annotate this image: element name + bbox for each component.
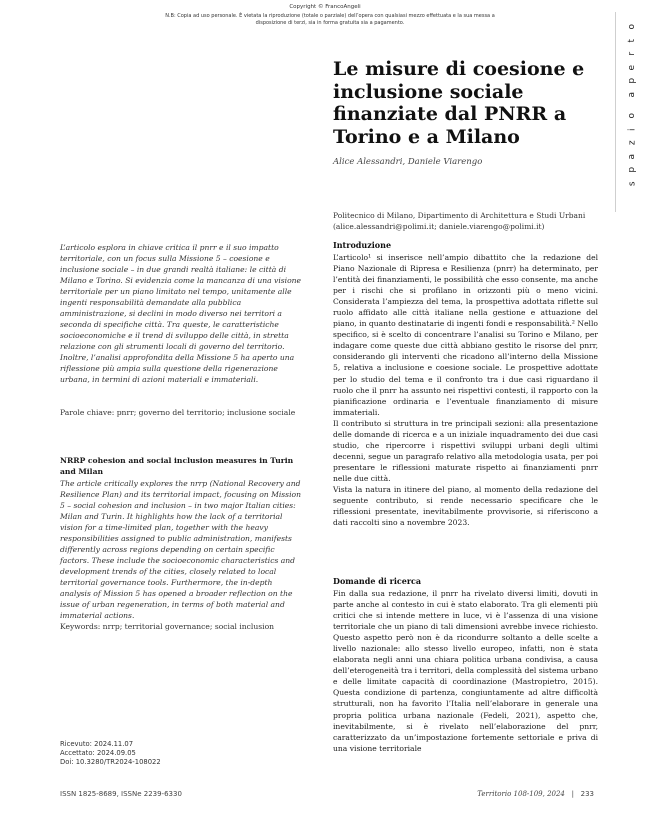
abstract-english: The article critically explores the nrrp (National Recovery and Resilience Plan) and its territorial impact, focusing on Mission 5 – social cohesion and inclusion – in two major Italian cities: Milan and Turin. It highlights how the lack of a territorial vision for a time-limited plan, together with the heavy responsibilities assigned to public administration, manifests differently across regions depending on certain specific factors. These include the socioeconomic characteristics and development trends of the cities, closely related to local territorial governance tools. Furthermore, the in-depth analysis of Mission 5 has opened a broader reflection on the issue of urban regeneration, in terms of both material and immaterial actions. (60, 479, 301, 620)
article-dates (60, 740, 161, 767)
side-tab-letter: s (627, 180, 638, 186)
english-title: NRRP cohesion and social inclusion measures in Turin and Milan (60, 456, 294, 476)
page-number: 233 (580, 790, 594, 798)
section-side-tab (615, 12, 650, 212)
body-paragraph: Il contributo si struttura in tre principali sezioni: alla presentazione delle domande di ricerca e a un iniziale inquadramento dei due casi studio, che ripercorre i rispettivi sviluppi urbani degli ultimi decenni, segue un paragrafo relativo alla metodologia usata, per poi presentare le riflessioni maturate rispetto ai finanziamenti pnrr nelle due città. (333, 418, 598, 483)
side-tab-letter: a (627, 153, 638, 160)
usage-notice: N.B: Copia ad uso personale. È vietata la riproduzione (totale o parziale) dell’opera con qualsiasi mezzo effettuata e la sua messa a disposizione di terzi, sia in forma gratuita sia a pagamento. (165, 13, 495, 26)
article-authors: Alice Alessandri, Daniele Viarengo (333, 157, 483, 167)
side-tab-letter: p (627, 77, 638, 84)
side-tab-letter: i (627, 127, 638, 131)
accepted-date: Accettato: 2024.09.05 (60, 749, 136, 757)
footer-issn: ISSN 1825-8689, ISSNe 2239-6330 (60, 790, 182, 798)
side-tab-letter: p (627, 166, 638, 173)
author-affiliation: Politecnico di Milano, Dipartimento di Architettura e Studi Urbani (alice.alessandri@polimi.it; daniele.viarengo@polimi.it) (333, 211, 586, 231)
article-title: Le misure di coesione e inclusione sociale finanziate dal PNRR a Torino e a Milano (333, 58, 585, 148)
side-tab-letter: z (627, 140, 638, 146)
side-tab-letter: t (627, 38, 638, 43)
side-tab-letters (616, 20, 650, 190)
side-tab-letter: e (627, 64, 638, 71)
domande-body (333, 588, 598, 754)
section-heading-introduzione: Introduzione (333, 240, 392, 250)
body-paragraph: Fin dalla sua redazione, il pnrr ha rivelato diversi limiti, dovuti in parte anche al contesto in cui è stato elaborato. Tra gli elementi più critici che si intende mettere in luce, vi è l’assenza di una visione territoriale che un piano di tali dimensioni avrebbe invece richiesto. Questo aspetto però non è da ricondurre soltanto a delle scelte a livello nazionale: allo stesso livello europeo, infatti, non è stata elaborata negli anni una chiara politica urbana condivisa, a causa dell’eterogeneità tra i territori, della complessità del sistema urbano e delle limitate capacità di coordinazione (Mastropietro, 2015). Questa condizione di partenza, congiuntamente ad altre difficoltà strutturali, non ha favorito l’Italia nell’elaborare in generale una propria politica urbana nazionale (Fedeli, 2021), aspetto che, inevitabilmente, si è rivelato nell’elaborazione del pnrr, caratterizzato da un’impostazione fortemente settoriale e priva di una visione territoriale (333, 589, 598, 753)
keywords-italian: Parole chiave: pnrr; governo del territorio; inclusione sociale (60, 408, 296, 417)
introduzione-body (333, 252, 598, 528)
body-paragraph: Vista la natura in itinere del piano, al momento della redazione del seguente contributo, si rende necessario specificare che le riflessioni presentate, inevitabilmente provvisorie, si riferiscono a dati raccolti sino a novembre 2023. (333, 484, 598, 528)
side-tab-letter: o (627, 23, 638, 30)
body-paragraph: L’articolo¹ si inserisce nell’ampio dibattito che la redazione del Piano Nazionale di Ripresa e Resilienza (pnrr) ha determinato, per l’entità dei finanziamenti, le possibilità che esso consente, ma anche per i rischi che si profilano in orizzonti più o meno vicini. Considerata l’ampiezza del tema, la prospettiva adottata riflette sul ruolo affidato alle città italiane nella gestione e attuazione del piano, in quanto destinatarie di ingenti fondi e responsabilità.² Nello specifico, si è scelto di concentrare l’analisi su Torino e Milano, per indagare come queste due città abbiano gestito le risorse del pnrr, considerando gli interventi che ricadono all’interno della Missione 5, relativa a inclusione e coesione sociale. Le prospettive adottate per lo studio del tema e il confronto tra i due casi riguardano il ruolo che il pnrr ha assunto nei rispettivi contesti, il rapporto con la pianificazione ordinaria e l’eventuale finanziamento di misure immateriali. (333, 253, 598, 417)
side-tab-letter: a (627, 91, 638, 98)
journal-name: Territorio 108-109, 2024 (477, 790, 565, 798)
footer-journal: Territorio 108-109, 2024 | 233 (477, 790, 594, 798)
keywords-english: Keywords: nrrp; territorial governance; social inclusion (60, 622, 275, 631)
doi: Doi: 10.3280/TR2024-108022 (60, 758, 161, 766)
side-tab-letter: r (627, 51, 638, 56)
side-tab-letter: o (627, 112, 638, 119)
received-date: Ricevuto: 2024.11.07 (60, 740, 134, 748)
copyright-notice: Copyright © FrancoAngeli (289, 4, 361, 10)
abstract-italian: L’articolo esplora in chiave critica il pnrr e il suo impatto territoriale, con un focus sulla Missione 5 – coesione e inclusione sociale – in due grandi realtà italiane: le città di Milano e Torino. Si evidenzia come la mancanza di una visione territoriale per un piano limitato nel tempo, unitamente alle ingenti responsabilità demandate alla pubblica amministrazione, si declini in modo diverso nei territori a seconda di specifiche città. Tra queste, le caratteristiche socioeconomiche e il trend di sviluppo delle città, in stretta relazione con gli strumenti locali di governo del territorio. Inoltre, l’analisi approfondita della Missione 5 ha aperto una riflessione più ampia sulla questione della rigenerazione urbana, in termini di azioni materiali e immateriali. (60, 243, 302, 384)
section-heading-domande: Domande di ricerca (333, 576, 422, 586)
